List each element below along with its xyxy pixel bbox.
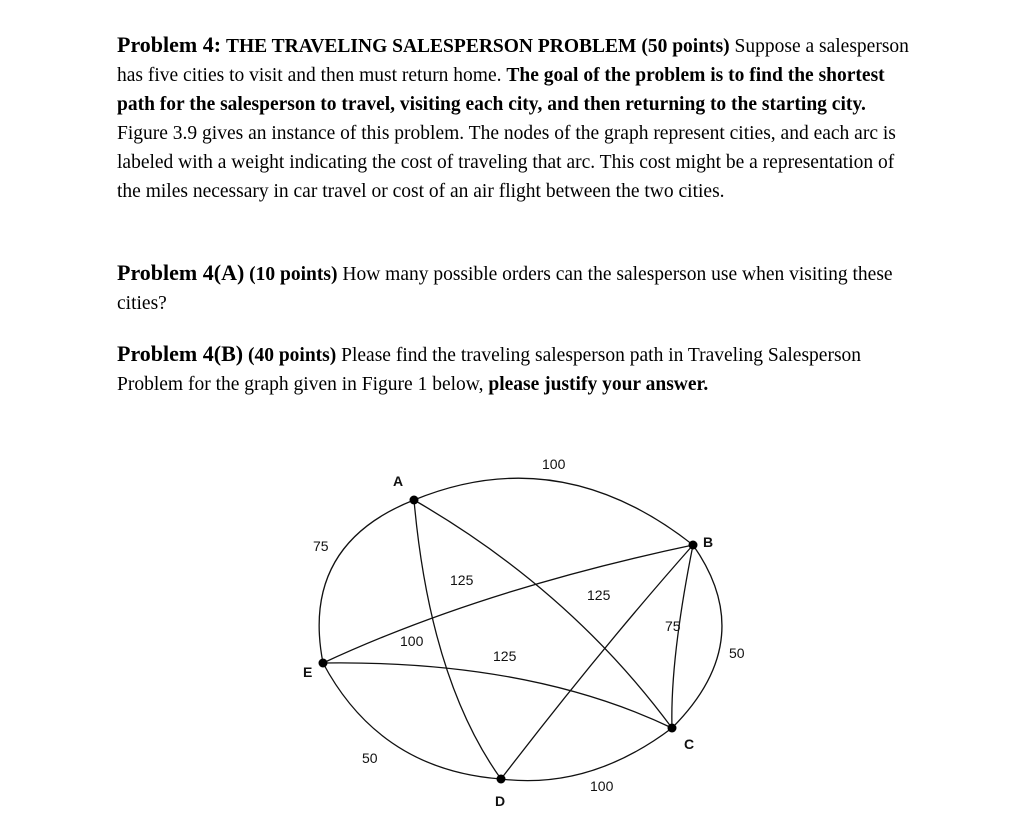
- problem-4b-points: (40 points): [247, 345, 337, 366]
- edge-C-D: [501, 728, 672, 781]
- weight-label-AC: 125: [587, 587, 611, 603]
- weight-label-BC-outer: 50: [729, 645, 745, 661]
- weight-label-BD: 125: [493, 648, 517, 664]
- problem-4a-label: Problem 4(A): [117, 260, 245, 285]
- problem-4-goal: The goal of the problem is to find the shortest path for the salesperson to travel, visiting each city, and then returning to the starting city.: [117, 65, 885, 115]
- node-E: [319, 659, 328, 668]
- node-label-B: B: [703, 534, 714, 550]
- problem-4a-question: How many possible orders can the salesperson use when visiting these cities?: [117, 264, 893, 314]
- edge-B-C-outer: [672, 545, 722, 728]
- problem-4-label: Problem 4:: [117, 32, 222, 57]
- node-A: [410, 496, 419, 505]
- tsp-graph-figure: [290, 440, 770, 820]
- problem-4b-question: Please find the traveling salesperson path in Traveling Salesperson Problem for the graph given in Figure 1 below,: [117, 345, 862, 395]
- weight-label-AB: 100: [542, 456, 566, 472]
- edge-D-E: [323, 663, 501, 779]
- problem-4-intro: Suppose a salesperson has five cities to visit and then must return home.: [117, 36, 909, 86]
- node-label-D: D: [495, 793, 506, 809]
- problem-4-description: Figure 3.9 gives an instance of this problem. The nodes of the graph represent cities, and each arc is labeled with a weight indicating the cost of traveling that arc. This cost might be a representation of the miles necessary in car travel or cost of an air flight between the two cities.: [117, 123, 896, 202]
- edge-A-B: [414, 478, 693, 545]
- weight-label-EB: 125: [450, 572, 474, 588]
- weight-label-AD: 100: [400, 633, 424, 649]
- node-label-A: A: [393, 473, 404, 489]
- problem-4a-points: (10 points): [249, 264, 338, 285]
- weight-label-AE: 75: [313, 538, 329, 554]
- edge-A-D: [414, 500, 501, 779]
- node-B: [689, 541, 698, 550]
- problem-4a: [117, 258, 917, 318]
- edge-E-C: [323, 663, 672, 728]
- weight-label-DE: 50: [362, 750, 378, 766]
- problem-4: [117, 30, 917, 206]
- edge-B-C-inner: [672, 545, 693, 728]
- node-label-C: C: [684, 736, 695, 752]
- weight-label-BC-inner: 75: [665, 618, 681, 634]
- node-label-E: E: [303, 664, 313, 680]
- problem-4b: [117, 339, 917, 399]
- problem-4b-emphasis: please justify your answer.: [488, 374, 709, 395]
- problem-4-points: (50 points): [641, 36, 730, 57]
- weight-label-CD: 100: [590, 778, 614, 794]
- node-C: [668, 724, 677, 733]
- problem-4-title: THE TRAVELING SALESPERSON PROBLEM: [225, 36, 637, 57]
- node-D: [497, 775, 506, 784]
- problem-4b-label: Problem 4(B): [117, 341, 244, 366]
